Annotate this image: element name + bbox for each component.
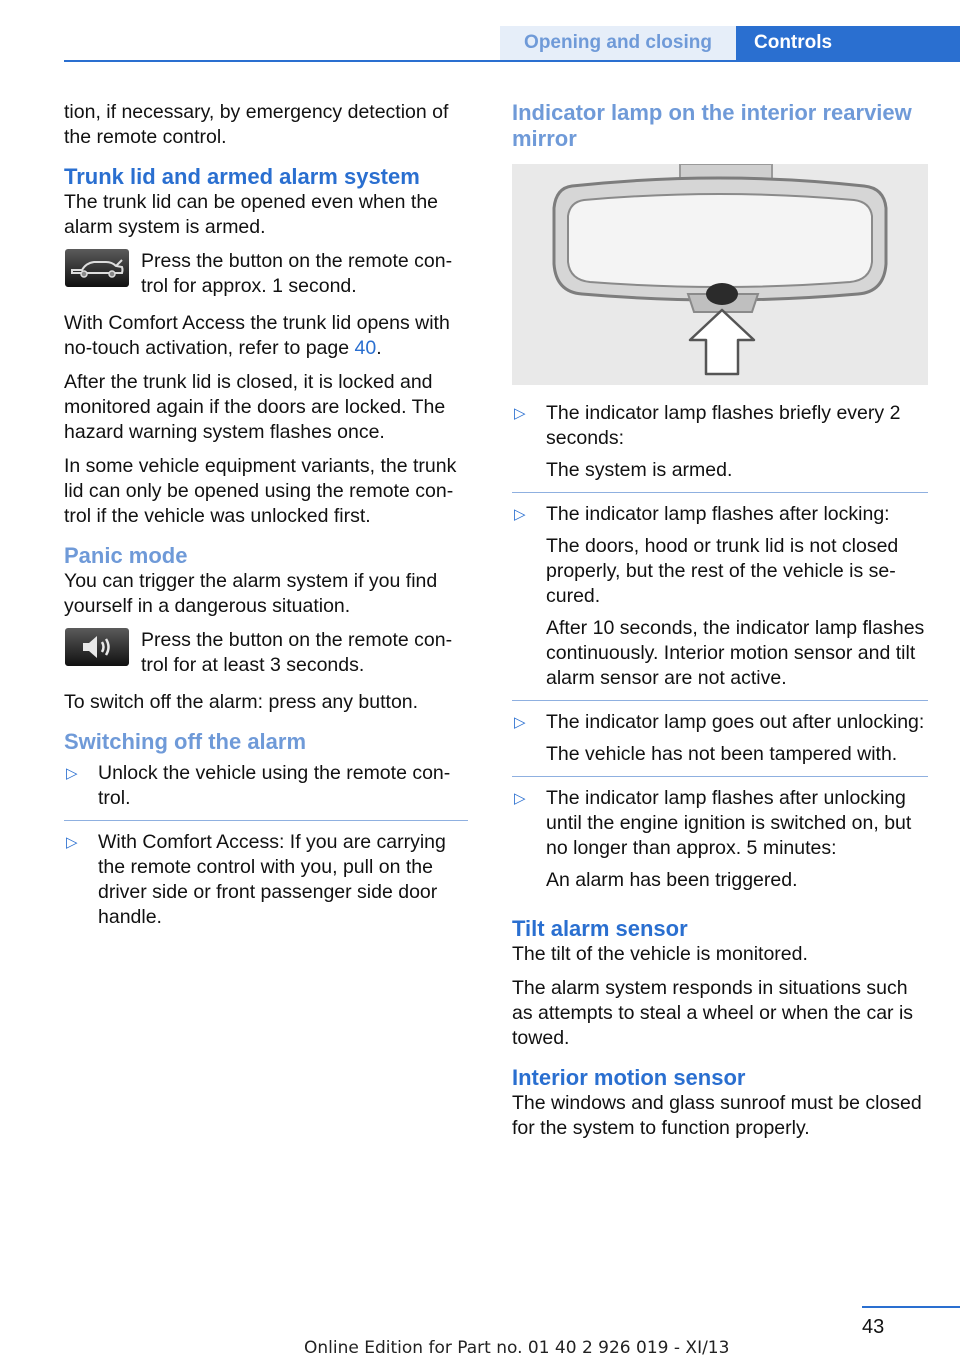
bullet-arrow-icon: ▷: [514, 506, 526, 523]
list-item-lead: The indicator lamp flashes after unlocking until the engine ignition is switched on, but no longer than approx. 5 minutes:: [546, 787, 912, 859]
tilt-p1: The tilt of the vehicle is monitored.: [512, 943, 808, 965]
trunk-p2-prefix: With Comfort Access the trunk lid opens with no-touch activation, refer to page: [64, 312, 450, 359]
tilt-section: [512, 916, 928, 1051]
page-reference-link[interactable]: 40: [354, 337, 377, 359]
list-item: [512, 710, 928, 777]
motion-p1: The windows and glass sunroof must be closed for the system to function properly.: [512, 1092, 922, 1139]
list-item-detail: After 10 seconds, the indicator lamp flashes continuously. Interior motion sensor and tilt alarm sensor are not active.: [546, 617, 925, 689]
list-item-detail: An alarm has been triggered.: [546, 869, 798, 891]
list-item: [512, 401, 928, 493]
panic-button-row: [64, 628, 468, 678]
list-item: [512, 502, 928, 701]
tilt-p2: The alarm system responds in situations such as attempts to steal a wheel or when the car is towed.: [512, 977, 914, 1049]
left-column: [64, 100, 468, 949]
trunk-button-row: [64, 249, 468, 299]
list-item: [512, 786, 928, 902]
switch-off-section: [64, 729, 468, 939]
list-item-detail: The vehicle has not been tampered with.: [546, 743, 898, 765]
trunk-button-text: Press the button on the remote control for approx. 1 second.: [141, 250, 453, 297]
motion-section: [512, 1065, 928, 1141]
trunk-p2: [64, 311, 468, 361]
bullet-arrow-icon: ▷: [66, 765, 78, 782]
speaker-sound-icon: [65, 628, 129, 666]
right-column: [512, 100, 928, 1150]
intro-text: tion, if necessary, by emergency detection of the remote control.: [64, 101, 449, 148]
trunk-p1: The trunk lid can be opened even when the alarm system is armed.: [64, 191, 439, 238]
trunk-p2-suffix: .: [376, 337, 382, 359]
bullet-arrow-icon: ▷: [514, 790, 526, 807]
list-item-detail: The doors, hood or trunk lid is not closed properly, but the rest of the vehicle is secured.: [546, 535, 899, 607]
car-trunk-icon: [65, 249, 129, 287]
bullet-arrow-icon: ▷: [514, 405, 526, 422]
trunk-p4: In some vehicle equipment variants, the trunk lid can only be opened using the remote control if the vehicle was unlocked first.: [64, 455, 457, 527]
footer-edition-text: Online Edition for Part no. 01 40 2 926 019 - XI/13: [304, 1338, 730, 1358]
list-item-lead: The indicator lamp flashes briefly every 2 seconds:: [546, 402, 901, 449]
trunk-heading: Trunk lid and armed alarm system: [64, 164, 420, 189]
switch-off-list: [64, 761, 468, 939]
panic-p2: To switch off the alarm: press any button.: [64, 691, 419, 713]
panic-heading: Panic mode: [64, 543, 188, 568]
header-chapter-tab: Controls: [736, 26, 960, 60]
list-item-text: Unlock the vehicle using the remote control.: [98, 762, 451, 809]
trunk-p3: After the trunk lid is closed, it is locked and monitored again if the doors are locked. The hazard warning system flashes once.: [64, 371, 446, 443]
trunk-section: [64, 164, 468, 529]
panic-section: [64, 543, 468, 715]
indicator-heading: Indicator lamp on the interior rearview mirror: [512, 100, 912, 151]
list-item-lead: The indicator lamp flashes after locking:: [546, 503, 890, 525]
list-item: [64, 830, 468, 939]
bullet-arrow-icon: ▷: [66, 834, 78, 851]
list-item-text: With Comfort Access: If you are carrying the remote control with you, pull on the driver side or front passenger side door handle.: [98, 831, 446, 928]
list-item-lead: The indicator lamp goes out after unlocking:: [546, 711, 925, 733]
rearview-mirror-illustration: [512, 164, 928, 385]
header-rule: [64, 60, 960, 62]
switch-off-heading: Switching off the alarm: [64, 729, 307, 754]
tilt-heading: Tilt alarm sensor: [512, 916, 688, 941]
bullet-arrow-icon: ▷: [514, 714, 526, 731]
footer-rule: [862, 1306, 960, 1308]
panic-button-text: Press the button on the remote control for at least 3 seconds.: [141, 629, 453, 676]
list-item-detail: The system is armed.: [546, 459, 733, 481]
panic-p1: You can trigger the alarm system if you find yourself in a dangerous situation.: [64, 570, 438, 617]
indicator-list: [512, 401, 928, 902]
motion-heading: Interior motion sensor: [512, 1065, 746, 1090]
header-section-tab: Opening and closing: [500, 26, 736, 60]
list-item: [64, 761, 468, 821]
page-number: 43: [862, 1316, 885, 1338]
